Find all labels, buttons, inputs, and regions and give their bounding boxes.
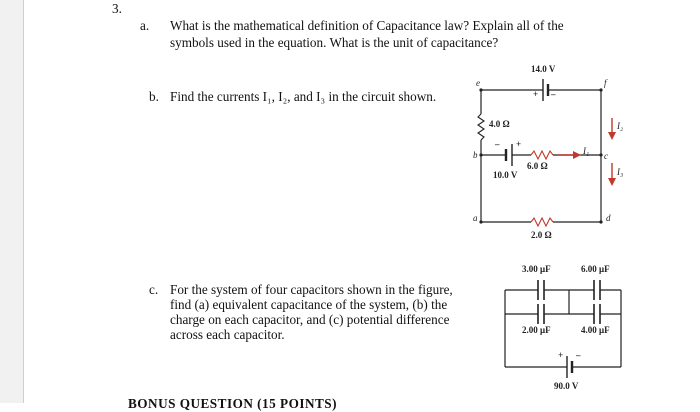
battery-top-minus: – [551,89,556,99]
part-c-line-4: across each capacitor. [170,327,285,342]
part-c-line-3: charge on each capacitor, and (c) potential difference [170,312,450,327]
battery-mid-plus: + [516,139,522,149]
battery-top-plus: + [533,89,539,99]
part-b-marker: b. [149,89,159,104]
node-f-label: f [604,78,607,88]
bonus-heading-cutoff: BONUS QUESTION (15 POINTS) [128,396,338,411]
node-b-label: b [473,150,478,160]
resistor-6-ohm-label: 6.0 Ω [527,161,548,171]
part-c-line-1: For the system of four capacitors shown in the figure, [170,282,453,297]
node-c-label: c [604,151,608,161]
battery-top-label: 14.0 V [531,64,556,74]
cap-4uf-label: 4.00 μF [581,325,610,335]
cap-2uf-label: 2.00 μF [522,325,551,335]
part-b-text: Find the currents I₁, I₂, and I₃ in the circuit shown. [170,89,437,104]
battery-mid-minus: – [495,139,500,149]
part-c-line-2: find (a) equivalent capacitance of the system, (b) the [170,297,448,312]
node-e-label: e [476,78,480,88]
node-d-label: d [606,213,611,223]
part-a-line-2: symbols used in the equation. What is the unit of capacitance? [170,35,499,50]
part-c-marker: c. [149,282,159,297]
resistor-4-ohm-label: 4.0 Ω [489,119,510,129]
part-a-line-1: What is the mathematical definition of Capacitance law? Explain all of the [170,18,564,33]
current-i1-label: I₁ [583,146,590,156]
cap-battery-minus: – [576,350,581,360]
cap-battery-label: 90.0 V [554,381,579,391]
cap-6uf-label: 6.00 μF [581,264,610,274]
current-i3-label: I₃ [617,167,624,177]
current-i2-label: I₂ [617,121,624,131]
cap-3uf-label: 3.00 μF [522,264,551,274]
battery-mid-label: 10.0 V [493,170,518,180]
node-a-label: a [473,213,478,223]
resistor-2-ohm-label: 2.0 Ω [531,230,552,240]
part-a-marker: a. [140,18,150,33]
cap-battery-plus: + [558,350,564,360]
question-number: 3. [112,1,122,16]
